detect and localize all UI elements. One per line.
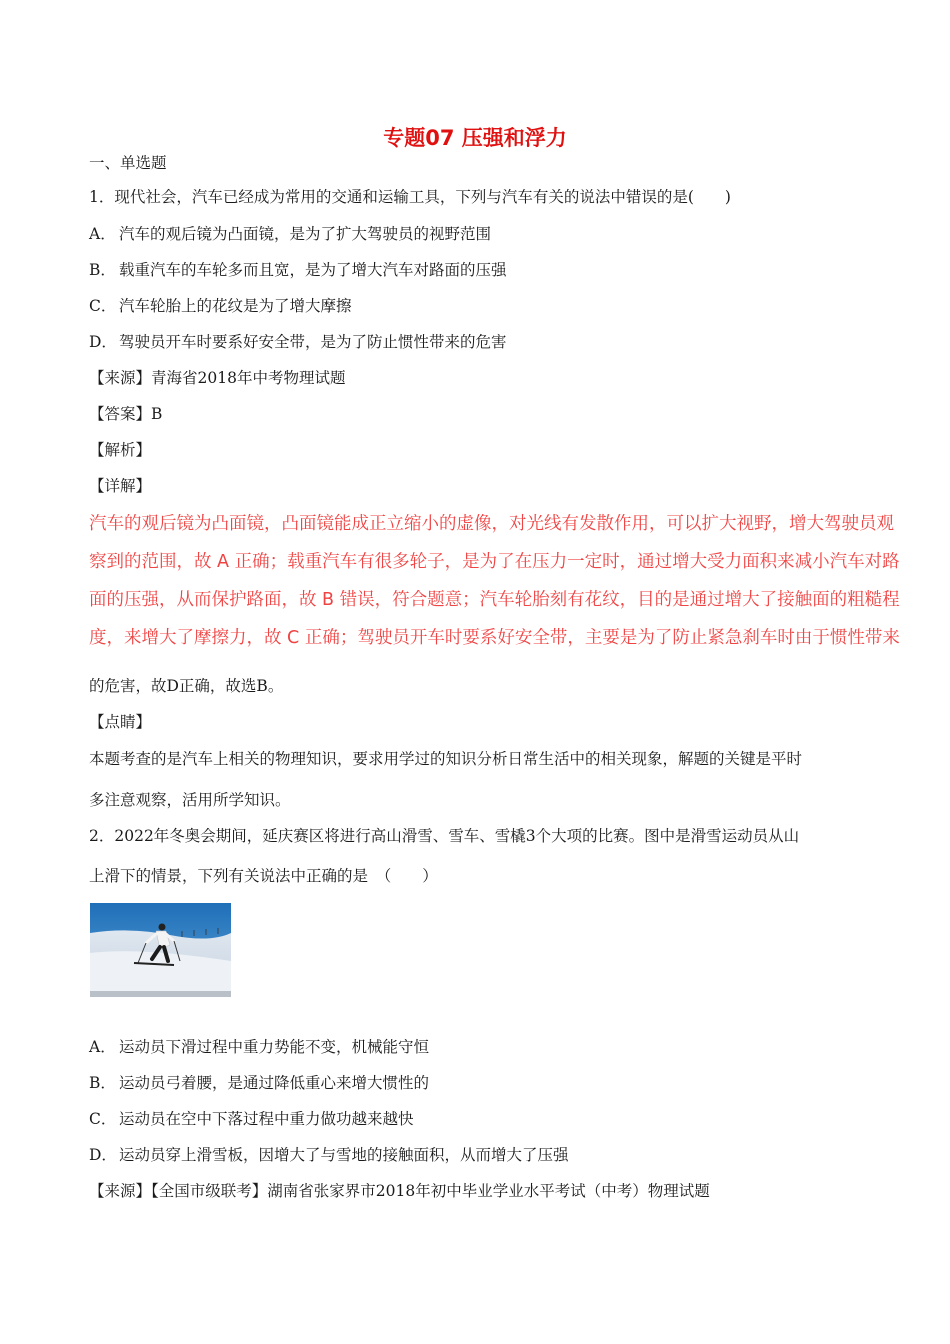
option-text: 运动员下滑过程中重力势能不变，机械能守恒 [119, 1038, 430, 1056]
q2-option-a [89, 1037, 429, 1057]
q1-source: 【来源】青海省2018年中考物理试题 [89, 369, 346, 387]
q1-detail-line: 度，来增大了摩擦力，故 C 正确；驾驶员开车时要系好安全带，主要是为了防止紧急刹车时由于惯性带来 [89, 628, 900, 648]
option-text: 运动员穿上滑雪板，因增大了与雪地的接触面积，从而增大了压强 [119, 1146, 569, 1164]
section-heading: 一、单选题 [89, 154, 167, 172]
option-text: 运动员弓着腰，是通过降低重心来增大惯性的 [119, 1074, 430, 1092]
option-letter: D． [89, 333, 117, 351]
q1-detail-line: 察到的范围，故 A 正确；载重汽车有很多轮子，是为了在压力一定时，通过增大受力面积来减小汽车对路 [89, 552, 900, 572]
option-text: 驾驶员开车时要系好安全带，是为了防止惯性带来的危害 [119, 333, 507, 351]
q2-stem-line: 上滑下的情景，下列有关说法中正确的是 （ ） [89, 867, 438, 885]
option-text: 载重汽车的车轮多而且宽，是为了增大汽车对路面的压强 [119, 261, 507, 279]
page-title: 专题07 压强和浮力 [383, 126, 567, 150]
q2-option-d [89, 1145, 569, 1165]
option-text: 汽车轮胎上的花纹是为了增大摩擦 [119, 297, 352, 315]
q1-option-d [89, 332, 507, 352]
q2-source: 【来源】【全国市级联考】湖南省张家界市2018年初中毕业学业水平考试（中考）物理试题 [89, 1182, 710, 1200]
q1-analysis-label: 【解析】 [89, 441, 152, 459]
q1-detail-label: 【详解】 [89, 477, 152, 495]
q1-answer: 【答案】B [89, 405, 163, 423]
option-letter: A． [89, 225, 116, 243]
skier-photo [90, 903, 231, 997]
q1-comment-line: 本题考查的是汽车上相关的物理知识，要求用学过的知识分析日常生活中的相关现象，解题的关键是平时 [89, 750, 803, 768]
option-letter: C． [89, 1110, 117, 1128]
q1-stem: 1．现代社会，汽车已经成为常用的交通和运输工具，下列与汽车有关的说法中错误的是( ) [89, 188, 731, 206]
q2-option-c [89, 1109, 414, 1129]
option-text: 运动员在空中下落过程中重力做功越来越快 [119, 1110, 414, 1128]
option-letter: B． [89, 1074, 116, 1092]
option-letter: A． [89, 1038, 116, 1056]
q1-detail-tail: 的危害，故D正确，故选B。 [89, 677, 284, 695]
q1-detail-line: 汽车的观后镜为凸面镜，凸面镜能成正立缩小的虚像，对光线有发散作用，可以扩大视野，增大驾驶员观 [89, 514, 894, 534]
q2-option-b [89, 1073, 429, 1093]
q1-comment-line: 多注意观察，活用所学知识。 [89, 791, 291, 809]
q1-comment-label: 【点睛】 [89, 713, 152, 731]
option-letter: C． [89, 297, 117, 315]
q2-stem-line: 2．2022年冬奥会期间，延庆赛区将进行高山滑雪、雪车、雪橇3个大项的比赛。图中是滑雪运动员从山 [89, 827, 800, 845]
option-text: 汽车的观后镜为凸面镜，是为了扩大驾驶员的视野范围 [119, 225, 492, 243]
q1-detail-line: 面的压强，从而保护路面，故 B 错误，符合题意；汽车轮胎刻有花纹，目的是通过增大了接触面的粗糙程 [89, 590, 900, 610]
option-letter: D． [89, 1146, 117, 1164]
q1-option-b [89, 260, 507, 280]
q1-option-c [89, 296, 352, 316]
option-letter: B． [89, 261, 116, 279]
q1-option-a [89, 224, 491, 244]
skier-photo-drawing [90, 903, 231, 997]
